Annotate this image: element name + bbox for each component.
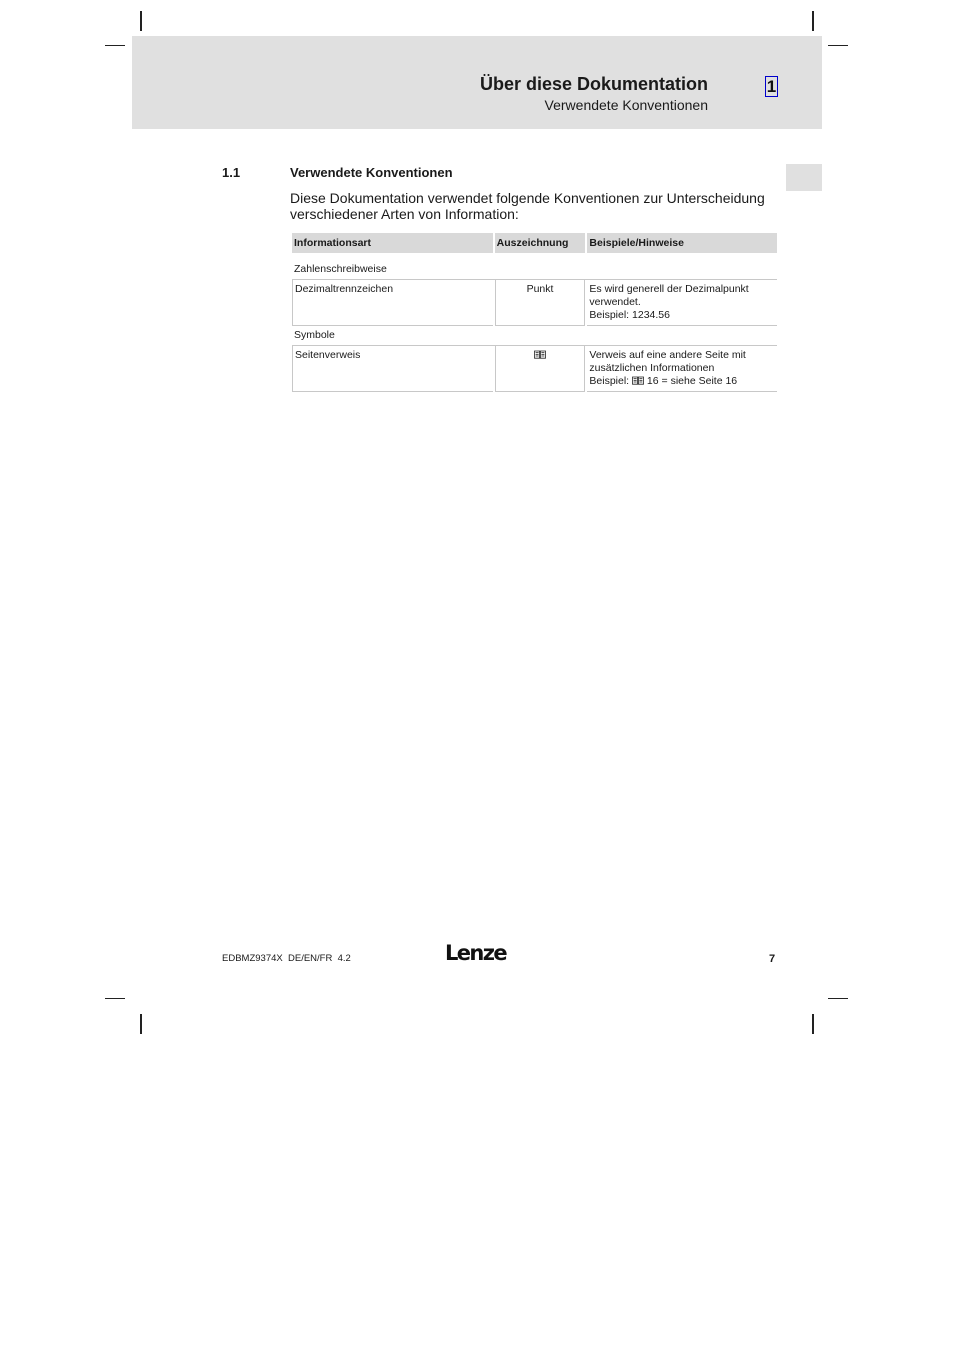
marking-cell: Punkt (495, 280, 586, 326)
chapter-side-tab (786, 164, 822, 191)
note-line: Es wird generell der Dezimalpunkt (589, 283, 749, 295)
table-group-row (292, 326, 777, 346)
book-icon (632, 376, 644, 385)
crop-mark (140, 1014, 142, 1034)
column-header-examples: Beispiele/Hinweise (587, 233, 777, 253)
section-number: 1.1 (222, 165, 241, 180)
example-prefix: Beispiel: (589, 375, 633, 387)
intro-paragraph: Diese Dokumentation verwendet folgende Konventionen zur Unterscheidung verschiedener Arten von Information: (290, 190, 765, 222)
crop-mark (140, 11, 142, 31)
example-line (589, 375, 775, 388)
page-header (132, 36, 822, 129)
chapter-subtitle: Verwendete Konventionen (544, 97, 708, 113)
page-number: 7 (769, 953, 776, 965)
table-row (292, 346, 777, 392)
column-header-info-type: Informationsart (292, 233, 493, 253)
table-header-row (292, 233, 777, 253)
crop-mark (105, 45, 125, 46)
crop-mark (812, 11, 814, 31)
note-line: zusätzlichen Informationen (589, 362, 715, 374)
note-line: Beispiel: 1234.56 (589, 309, 670, 321)
chapter-title: Über diese Dokumentation (479, 74, 708, 94)
table-group-row (292, 260, 777, 280)
example-suffix: 16 = siehe Seite 16 (644, 375, 738, 387)
chapter-number-link[interactable]: 1 (766, 77, 777, 96)
crop-mark (828, 45, 848, 46)
note-line: Verweis auf eine andere Seite mit (589, 349, 746, 361)
section-title: Verwendete Konventionen (290, 165, 453, 180)
examples-cell (587, 346, 777, 392)
lenze-logo: Lenze (445, 941, 507, 965)
crop-mark (812, 1014, 814, 1034)
info-type-cell: Seitenverweis (292, 346, 493, 392)
document-code: EDBMZ9374X DE/EN/FR 4.2 (222, 953, 351, 964)
group-label: Zahlenschreibweise (292, 260, 777, 280)
group-label: Symbole (292, 326, 777, 346)
crop-mark (105, 998, 125, 999)
note-line: verwendet. (589, 296, 641, 308)
marking-cell (495, 346, 586, 392)
info-type-cell: Dezimaltrennzeichen (292, 280, 493, 326)
crop-mark (828, 998, 848, 999)
column-header-marking: Auszeichnung (495, 233, 586, 253)
book-icon (534, 350, 546, 359)
conventions-table (290, 233, 779, 392)
examples-cell (587, 280, 777, 326)
table-row (292, 280, 777, 326)
